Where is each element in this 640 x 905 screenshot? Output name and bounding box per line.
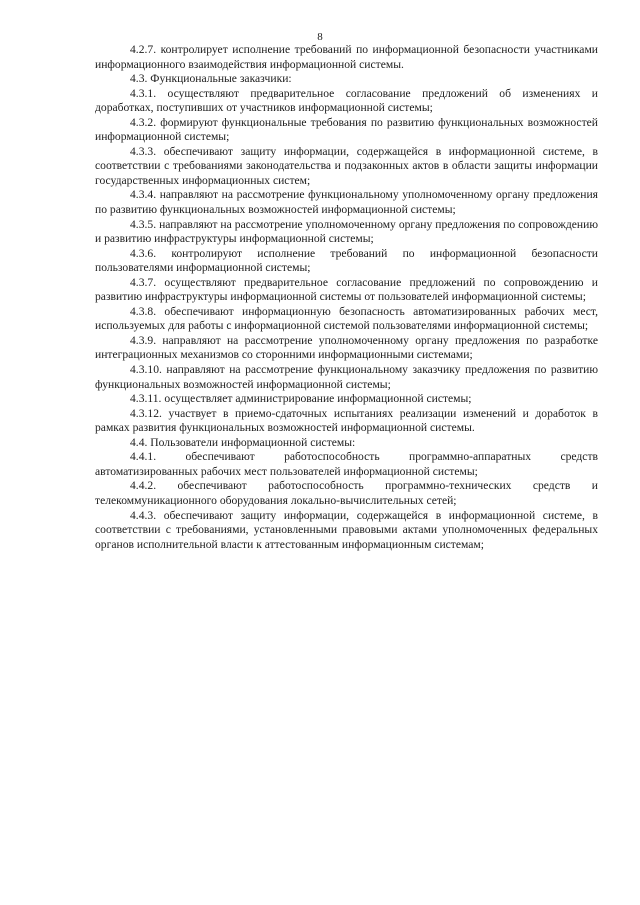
paragraph-4-3-3: 4.3.3. обеспечивают защиту информации, содержащейся в информационной системе, в соответствии с требованиями законодательства и подзаконных актов в области защиты информации государственных информационных систем; bbox=[95, 144, 598, 187]
paragraph-4-3-1: 4.3.1. осуществляют предварительное согласование предложений об изменениях и доработках, поступивших от участников информационной системы; bbox=[95, 86, 598, 115]
paragraph-4-3-9: 4.3.9. направляют на рассмотрение уполномоченному органу предложения по разработке интеграционных механизмов со сторонними информационными системами; bbox=[95, 333, 598, 362]
paragraph-4-4-1: 4.4.1. обеспечивают работоспособность программно-аппаратных средств автоматизированных рабочих мест пользователей информационной системы; bbox=[95, 450, 598, 478]
paragraph-4-4-2: 4.4.2. обеспечивают работоспособность программно-технических средств и телекоммуникационного оборудования локально-вычислительных сетей; bbox=[95, 479, 598, 507]
heading-4-3-functional-customers: 4.3. Функциональные заказчики: bbox=[130, 72, 292, 86]
paragraph-4-3-12: 4.3.12. участвует в приемо-сдаточных испытаниях реализации изменений и доработок в рамках развития функциональных возможностей информационной системы. bbox=[95, 406, 598, 435]
paragraph-4-4-3: 4.4.3. обеспечивают защиту информации, содержащейся в информационной системе, в соответствии с требованиями, установленными правовыми актами уполномоченных федеральных органов исполнительной власти к аттестованным информационным системам; bbox=[95, 508, 598, 551]
paragraph-4-3-11: 4.3.11. осуществляет администрирование информационной системы; bbox=[130, 392, 472, 406]
heading-4-4-users: 4.4. Пользователи информационной системы: bbox=[130, 435, 356, 449]
paragraph-4-3-7: 4.3.7. осуществляют предварительное согласование предложений по сопровождению и развитию инфраструктуры информационной системы от пользователей информационной системы; bbox=[95, 275, 598, 304]
paragraph-4-3-6: 4.3.6. контролируют исполнение требований по информационной безопасности пользователями информационной системы; bbox=[95, 246, 598, 275]
page-number: 8 bbox=[317, 31, 323, 43]
paragraph-4-3-5: 4.3.5. направляют на рассмотрение уполномоченному органу предложения по сопровождению и развитию инфраструктуры информационной системы; bbox=[95, 217, 598, 246]
paragraph-4-3-8: 4.3.8. обеспечивают информационную безопасность автоматизированных рабочих мест, используемых для работы с информационной системой пользователями информационной системы; bbox=[95, 304, 598, 333]
paragraph-4-3-2: 4.3.2. формируют функциональные требования по развитию функциональных возможностей информационной системы; bbox=[95, 115, 598, 144]
document-body bbox=[95, 43, 598, 552]
paragraph-4-3-10: 4.3.10. направляют на рассмотрение функциональному заказчику предложения по развитию функциональных возможностей информационной системы; bbox=[95, 363, 598, 391]
paragraph-4-3-4: 4.3.4. направляют на рассмотрение функциональному уполномоченному органу предложения по развитию функциональных возможностей информационной системы; bbox=[95, 188, 598, 217]
paragraph-4-2-7: 4.2.7. контролирует исполнение требований по информационной безопасности участниками информационного взаимодействия информационной системы. bbox=[95, 43, 598, 71]
